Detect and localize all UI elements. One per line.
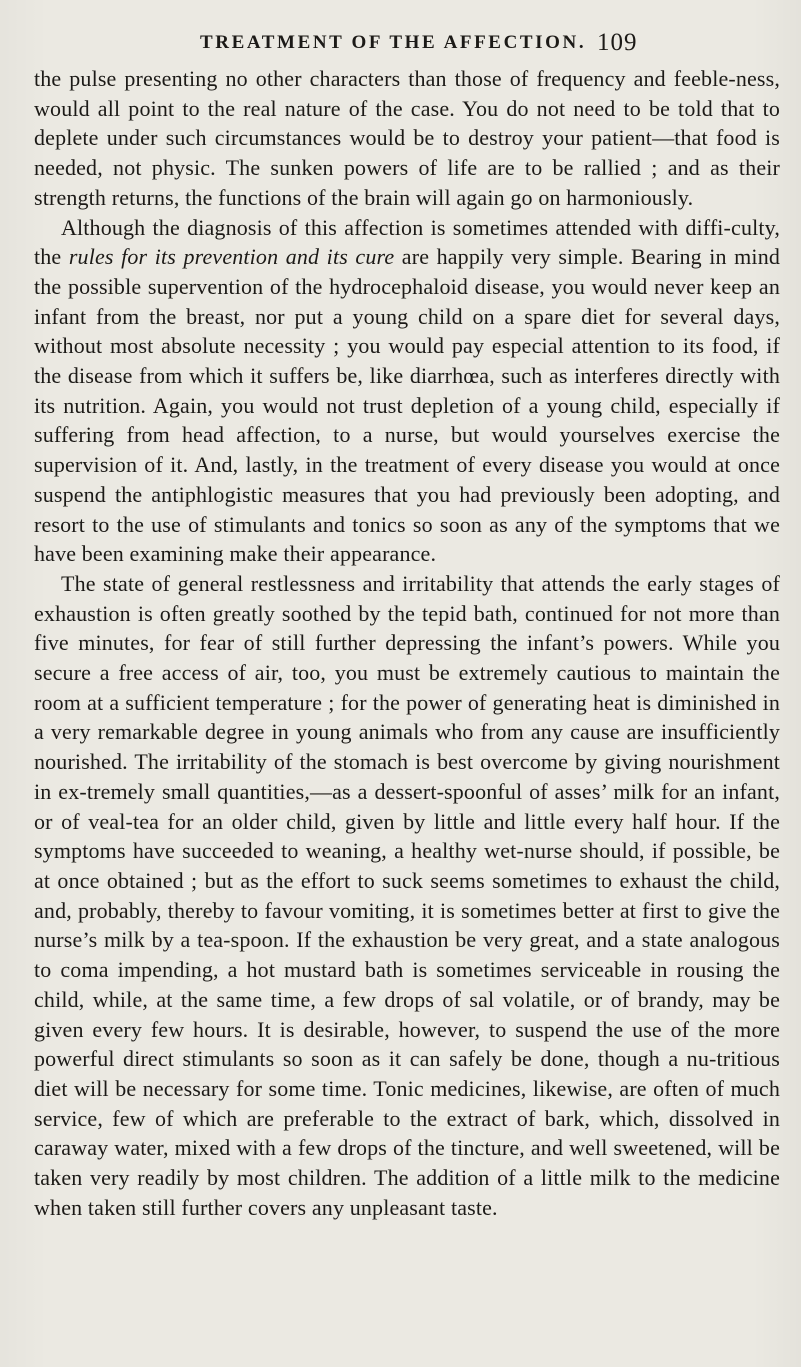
paragraph-text: the pulse presenting no other characters than those of frequency and feeble-ness, would all point to the real nature of the case. You do not need to be told that to deplete under such circumstances would be to destroy your patient—that food is needed, not physic. The sunken powers of life are to be rallied ; and as their strength returns, the functions of the brain will again go on harmoniously.	[34, 66, 780, 210]
paragraph-text: Although the diagnosis of this affection is sometimes attended with diffi-culty, the	[34, 214, 780, 270]
page-number: 109	[597, 29, 638, 56]
paragraph-prevention-and-cure	[34, 213, 780, 569]
paragraph-restlessness	[34, 569, 780, 1222]
running-title: TREATMENT OF THE AFFECTION.	[200, 32, 587, 53]
body-text	[34, 64, 780, 1222]
italic-phrase: rules for its prevention and its cure	[68, 244, 395, 270]
paragraph-continuation	[34, 64, 780, 213]
paragraph-text: The state of general restlessness and irritability that attends the early stages of exhaustion is often greatly soothed by the tepid bath, continued for not more than five minutes, for fear of still further depressing the infant’s powers. While you secure a free access of air, too, you must be extremely cautious to maintain the room at a sufficient temperature ; for the power of generating heat is diminished in a very remarkable degree in young animals who from any cause are insufficiently nourished. The irritability of the stomach is best overcome by giving nourishment in ex-tremely small quantities,—as a dessert-spoonful of asses’ milk for an infant, or of veal-tea for an older child, given by little and little every half hour. If the symptoms have succeeded to weaning, a healthy wet-nurse should, if possible, be at once obtained ; but as the effort to suck seems sometimes to exhaust the child, and, probably, thereby to favour vomiting, it is sometimes better at first to give the nurse’s milk by a tea-spoon. If the exhaustion be very great, and a state analogous to coma impending, a hot mustard bath is sometimes serviceable in rousing the child, while, at the same time, a few drops of sal volatile, or of brandy, may be given every few hours. It is desirable, however, to suspend the use of the more powerful direct stimulants so soon as it can safely be done, though a nu-tritious diet will be necessary for some time. Tonic medicines, likewise, are often of much service, few of which are preferable to the extract of bark, which, dissolved in caraway water, mixed with a few drops of the tincture, and well sweetened, will be taken very readily by most children. The addition of a little milk to the medicine when taken still further covers any unpleasant taste.	[34, 570, 780, 1220]
paragraph-text: are happily very simple. Bearing in mind the possible supervention of the hydrocephaloid disease, you would never keep an infant from the breast, nor put a young child on a spare diet for several days, without most absolute necessity ; you would pay especial attention to its food, if the disease from which it suffers be, like diarrhœa, such as interferes directly with its nutrition. Again, you would not trust depletion of a young child, especially if suffering from head affection, to a nurse, but would yourselves exercise the supervision of it. And, lastly, in the treatment of every disease you would at once suspend the antiphlogistic measures that you had previously been adopting, and resort to the use of stimulants and tonics so soon as any of the symptoms that we have been examining make their appearance.	[34, 244, 780, 567]
running-head	[34, 22, 777, 64]
